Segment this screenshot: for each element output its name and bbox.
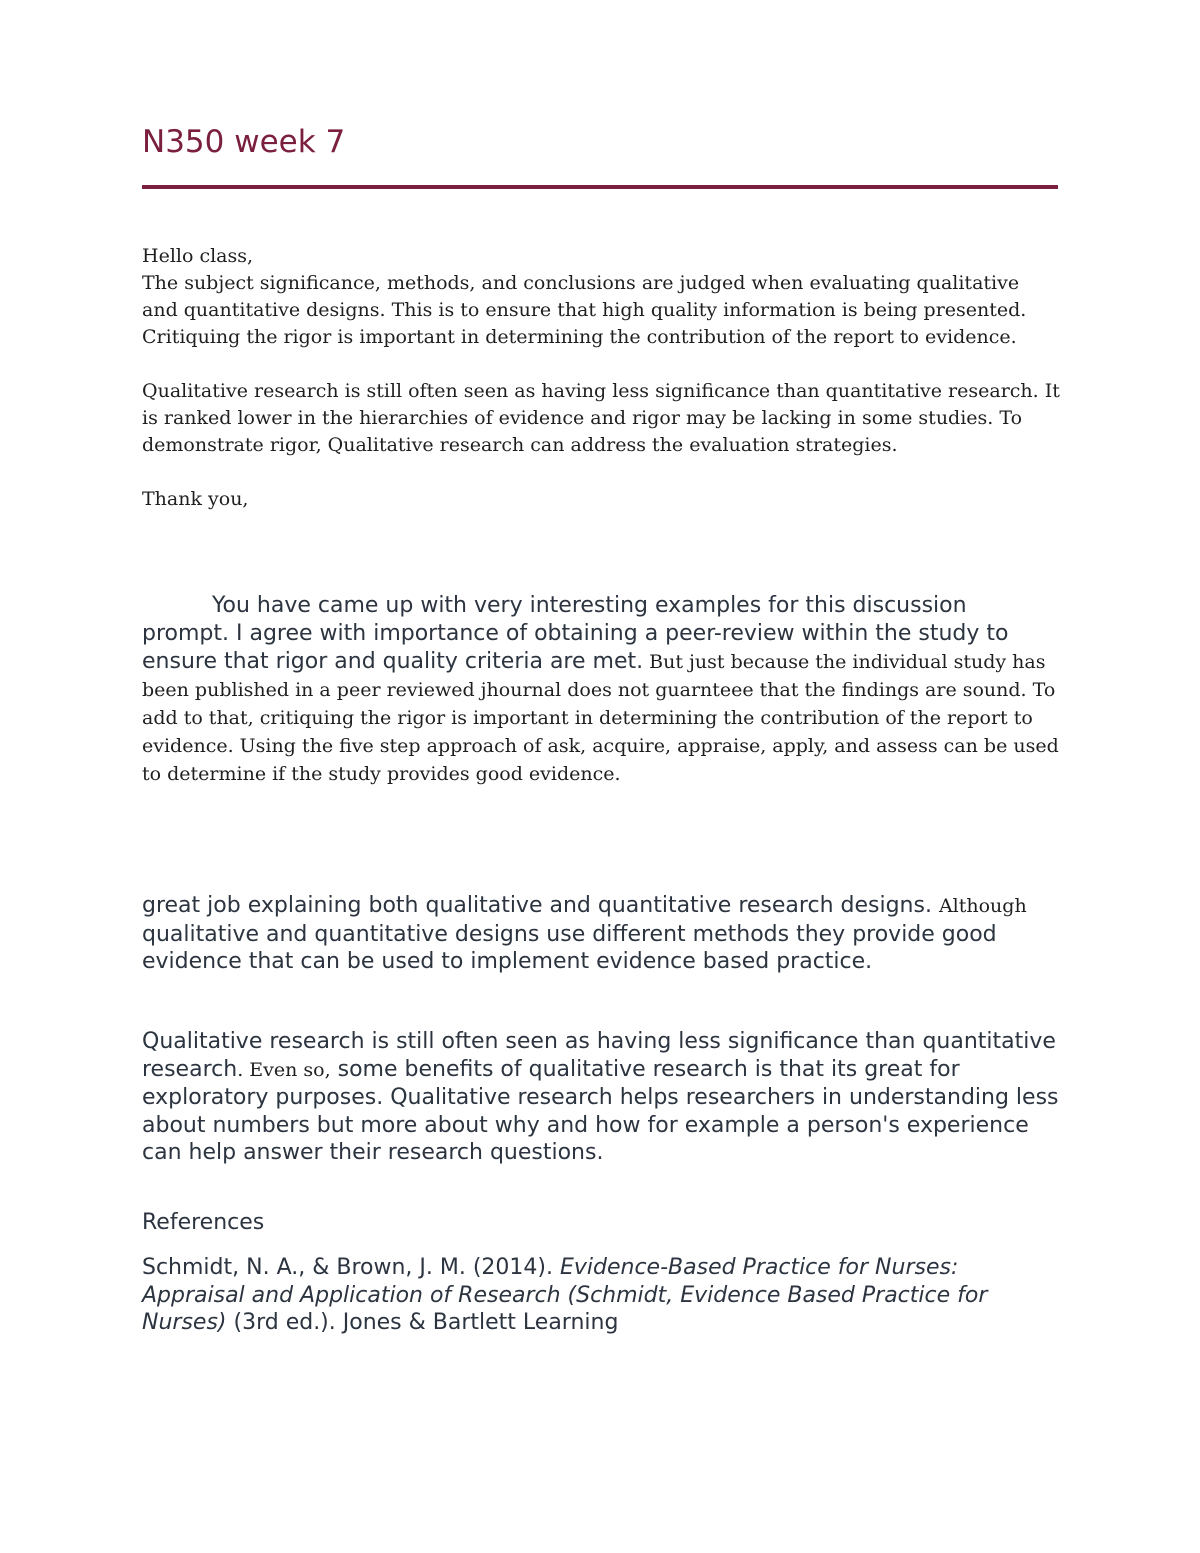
post-closing: Thank you, bbox=[142, 488, 249, 510]
post-paragraph-2: Qualitative research is still often seen as having less significance than quantitative research. It is ranked lower in the hierarchies of evidence and rigor may be lacking in some studies. To demonstrate rigor, Qualitative research can address the evaluation strategies. bbox=[142, 380, 1060, 456]
title-divider bbox=[142, 185, 1058, 189]
reply-2-text-b: qualitative and quantitative designs use different methods they provide good evidence that can be used to implement evidence based practice. bbox=[142, 921, 997, 974]
post-greeting-block bbox=[142, 243, 1060, 351]
post-greeting: Hello class, bbox=[142, 245, 254, 267]
reply-2-serif-phrase: . Even so, bbox=[237, 1058, 331, 1081]
reply-1-paragraph bbox=[142, 592, 1060, 788]
citation-publisher: (3rd ed.). Jones & Bartlett Learning bbox=[226, 1310, 619, 1335]
references-heading: References bbox=[142, 1210, 265, 1235]
reference-citation bbox=[142, 1254, 1060, 1337]
reply-2-text-c: Qualitative research is still often seen as having less significance than quantitative research bbox=[142, 1029, 1056, 1082]
reply-2-paragraph-2 bbox=[142, 1028, 1060, 1167]
citation-title: Evidence-Based Practice for Nurses: Appraisal and Application of Research (Schmidt, Evidence Based Practice for Nurses) bbox=[142, 1255, 988, 1335]
reply-2-text-a: great job explaining both qualitative and quantitative research designs. bbox=[142, 893, 939, 918]
reply-1-serif-text: But just because the individual study has been published in a peer reviewed jhournal does not guarnteee that the findings are sound. To add to that, critiquing the rigor is important in determining the contribution of the report to evidence. Using the five step approach of ask, acquire, appraise, apply, and assess can be used to determine if the study provides good evidence. bbox=[142, 651, 1059, 785]
citation-authors: Schmidt, N. A., & Brown, J. M. (2014). bbox=[142, 1255, 560, 1280]
reply-2-serif-word: Although bbox=[938, 895, 1027, 917]
reply-2-text-d: some benefits of qualitative research is that its great for exploratory purposes. Qualitative research helps researchers in understanding less about numbers but more about why and how for example a person's experience can help answer their research questions. bbox=[142, 1056, 1059, 1165]
post-paragraph-1: The subject significance, methods, and conclusions are judged when evaluating qualitative and quantitative designs. This is to ensure that high quality information is being presented. Critiquing the rigor is important in determining the contribution of the report to evidence. bbox=[142, 272, 1027, 348]
reply-2-paragraph-1 bbox=[142, 892, 1060, 976]
reply-1-sans-text: You have came up with very interesting examples for this discussion prompt. I agree with importance of obtaining a peer-review within the study to ensure that rigor and quality criteria are met. bbox=[142, 593, 1009, 674]
page-title: N350 week 7 bbox=[142, 124, 346, 160]
